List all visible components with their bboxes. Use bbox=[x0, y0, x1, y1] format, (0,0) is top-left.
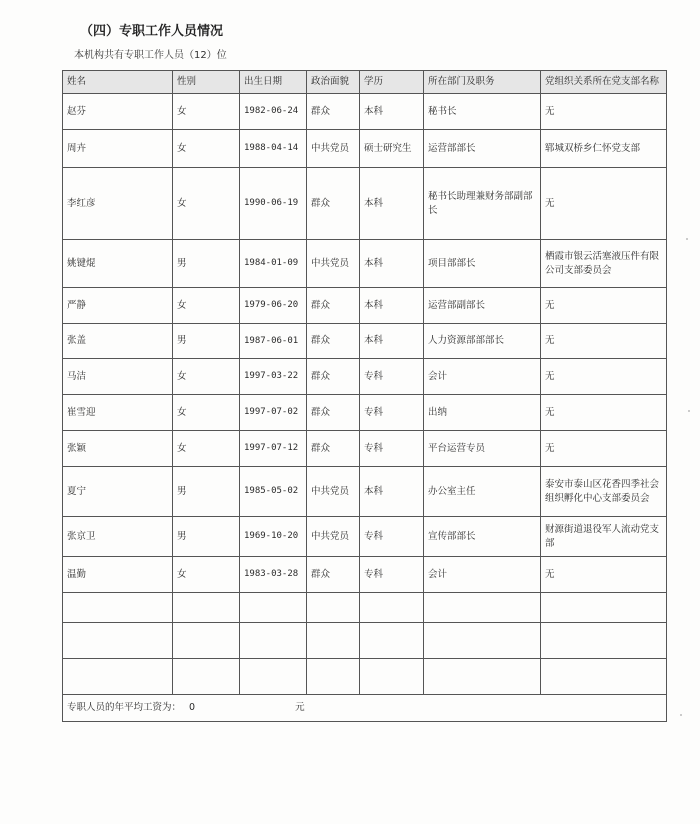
cell-birth: 1987-06-01 bbox=[240, 324, 307, 359]
cell-education: 专科 bbox=[360, 517, 424, 557]
cell-gender: 女 bbox=[173, 395, 240, 431]
staff-count-summary: 本机构共有专职工作人员（12）位 bbox=[74, 50, 227, 61]
cell-name: 严静 bbox=[63, 288, 173, 324]
cell-education: 专科 bbox=[360, 359, 424, 395]
cell-political: 群众 bbox=[307, 288, 360, 324]
table-row bbox=[63, 395, 667, 431]
cell-gender: 女 bbox=[173, 168, 240, 240]
table-row bbox=[63, 467, 667, 517]
cell-party-branch: 无 bbox=[541, 168, 667, 240]
cell-position: 人力资源部部部长 bbox=[424, 324, 541, 359]
cell-party-branch: 泰安市泰山区花香四季社会组织孵化中心支部委员会 bbox=[541, 467, 667, 517]
cell-birth: 1997-07-12 bbox=[240, 431, 307, 467]
cell-party-branch: 无 bbox=[541, 324, 667, 359]
cell-position: 办公室主任 bbox=[424, 467, 541, 517]
cell-education: 本科 bbox=[360, 240, 424, 288]
cell-name: 张盖 bbox=[63, 324, 173, 359]
cell-birth: 1984-01-09 bbox=[240, 240, 307, 288]
cell-birth: 1985-05-02 bbox=[240, 467, 307, 517]
table-row bbox=[63, 517, 667, 557]
cell-gender: 女 bbox=[173, 557, 240, 593]
cell-position: 秘书长 bbox=[424, 94, 541, 130]
average-salary-unit: 元 bbox=[295, 702, 305, 714]
cell-birth: 1982-06-24 bbox=[240, 94, 307, 130]
table-row bbox=[63, 240, 667, 288]
table-row bbox=[63, 557, 667, 593]
cell-party-branch: 无 bbox=[541, 431, 667, 467]
table-row bbox=[63, 94, 667, 130]
cell-political: 群众 bbox=[307, 395, 360, 431]
cell-gender: 男 bbox=[173, 517, 240, 557]
cell-gender: 男 bbox=[173, 467, 240, 517]
cell-education: 本科 bbox=[360, 467, 424, 517]
cell-education: 本科 bbox=[360, 168, 424, 240]
header-party-branch: 党组织关系所在党支部名称 bbox=[541, 71, 667, 94]
scan-speck bbox=[680, 714, 682, 716]
table-row bbox=[63, 359, 667, 395]
cell-position: 平台运营专员 bbox=[424, 431, 541, 467]
cell-gender: 女 bbox=[173, 130, 240, 168]
cell-position: 出纳 bbox=[424, 395, 541, 431]
cell-party-branch: 无 bbox=[541, 359, 667, 395]
staff-table bbox=[62, 70, 667, 722]
cell-education: 本科 bbox=[360, 94, 424, 130]
cell-party-branch: 栖霞市银云活塞液压件有限公司支部委员会 bbox=[541, 240, 667, 288]
cell-birth: 1997-07-02 bbox=[240, 395, 307, 431]
table-row bbox=[63, 168, 667, 240]
scan-speck bbox=[688, 410, 690, 412]
cell-party-branch: 无 bbox=[541, 288, 667, 324]
header-name: 姓名 bbox=[63, 71, 173, 94]
cell-political: 群众 bbox=[307, 94, 360, 130]
cell-party-branch: 无 bbox=[541, 395, 667, 431]
header-political: 政治面貌 bbox=[307, 71, 360, 94]
table-header-row bbox=[63, 71, 667, 94]
scan-speck bbox=[686, 238, 688, 240]
header-birth: 出生日期 bbox=[240, 71, 307, 94]
cell-name: 温勤 bbox=[63, 557, 173, 593]
cell-gender: 女 bbox=[173, 359, 240, 395]
cell-name: 赵芬 bbox=[63, 94, 173, 130]
cell-political: 群众 bbox=[307, 168, 360, 240]
cell-political: 中共党员 bbox=[307, 240, 360, 288]
average-salary-row bbox=[63, 695, 667, 722]
cell-education: 本科 bbox=[360, 288, 424, 324]
cell-birth: 1979-06-20 bbox=[240, 288, 307, 324]
header-position: 所在部门及职务 bbox=[424, 71, 541, 94]
cell-position: 会计 bbox=[424, 359, 541, 395]
cell-gender: 女 bbox=[173, 288, 240, 324]
cell-birth: 1983-03-28 bbox=[240, 557, 307, 593]
cell-political: 群众 bbox=[307, 557, 360, 593]
cell-birth: 1990-06-19 bbox=[240, 168, 307, 240]
cell-education: 专科 bbox=[360, 557, 424, 593]
cell-gender: 女 bbox=[173, 94, 240, 130]
table-row bbox=[63, 288, 667, 324]
cell-education: 专科 bbox=[360, 431, 424, 467]
cell-birth: 1997-03-22 bbox=[240, 359, 307, 395]
cell-political: 中共党员 bbox=[307, 130, 360, 168]
average-salary-value: 0 bbox=[189, 702, 196, 714]
cell-name: 马洁 bbox=[63, 359, 173, 395]
cell-position: 秘书长助理兼财务部副部长 bbox=[424, 168, 541, 240]
table-row bbox=[63, 130, 667, 168]
cell-position: 会计 bbox=[424, 557, 541, 593]
table-row-empty bbox=[63, 593, 667, 623]
cell-gender: 女 bbox=[173, 431, 240, 467]
cell-gender: 男 bbox=[173, 324, 240, 359]
cell-position: 运营部副部长 bbox=[424, 288, 541, 324]
cell-party-branch: 财源街道退役军人流动党支部 bbox=[541, 517, 667, 557]
table-row-empty bbox=[63, 623, 667, 659]
cell-position: 宣传部部长 bbox=[424, 517, 541, 557]
cell-political: 群众 bbox=[307, 431, 360, 467]
average-salary-label: 专职人员的年平均工资为： bbox=[67, 702, 182, 714]
cell-name: 周卉 bbox=[63, 130, 173, 168]
table-row-empty bbox=[63, 659, 667, 695]
cell-name: 张京卫 bbox=[63, 517, 173, 557]
cell-party-branch: 无 bbox=[541, 94, 667, 130]
cell-gender: 男 bbox=[173, 240, 240, 288]
cell-name: 李红彦 bbox=[63, 168, 173, 240]
cell-political: 群众 bbox=[307, 359, 360, 395]
cell-political: 中共党员 bbox=[307, 467, 360, 517]
cell-education: 本科 bbox=[360, 324, 424, 359]
cell-party-branch: 无 bbox=[541, 557, 667, 593]
section-title: （四）专职工作人员情况 bbox=[80, 24, 224, 39]
table-row bbox=[63, 431, 667, 467]
cell-position: 项目部部长 bbox=[424, 240, 541, 288]
cell-name: 崔雪迎 bbox=[63, 395, 173, 431]
cell-birth: 1969-10-20 bbox=[240, 517, 307, 557]
cell-name: 张颖 bbox=[63, 431, 173, 467]
cell-position: 运营部部长 bbox=[424, 130, 541, 168]
cell-name: 姚键焜 bbox=[63, 240, 173, 288]
table-row bbox=[63, 324, 667, 359]
cell-education: 专科 bbox=[360, 395, 424, 431]
cell-political: 中共党员 bbox=[307, 517, 360, 557]
cell-political: 群众 bbox=[307, 324, 360, 359]
cell-name: 夏宁 bbox=[63, 467, 173, 517]
cell-party-branch: 郓城双桥乡仁怀党支部 bbox=[541, 130, 667, 168]
cell-birth: 1988-04-14 bbox=[240, 130, 307, 168]
header-education: 学历 bbox=[360, 71, 424, 94]
header-gender: 性别 bbox=[173, 71, 240, 94]
cell-education: 硕士研究生 bbox=[360, 130, 424, 168]
